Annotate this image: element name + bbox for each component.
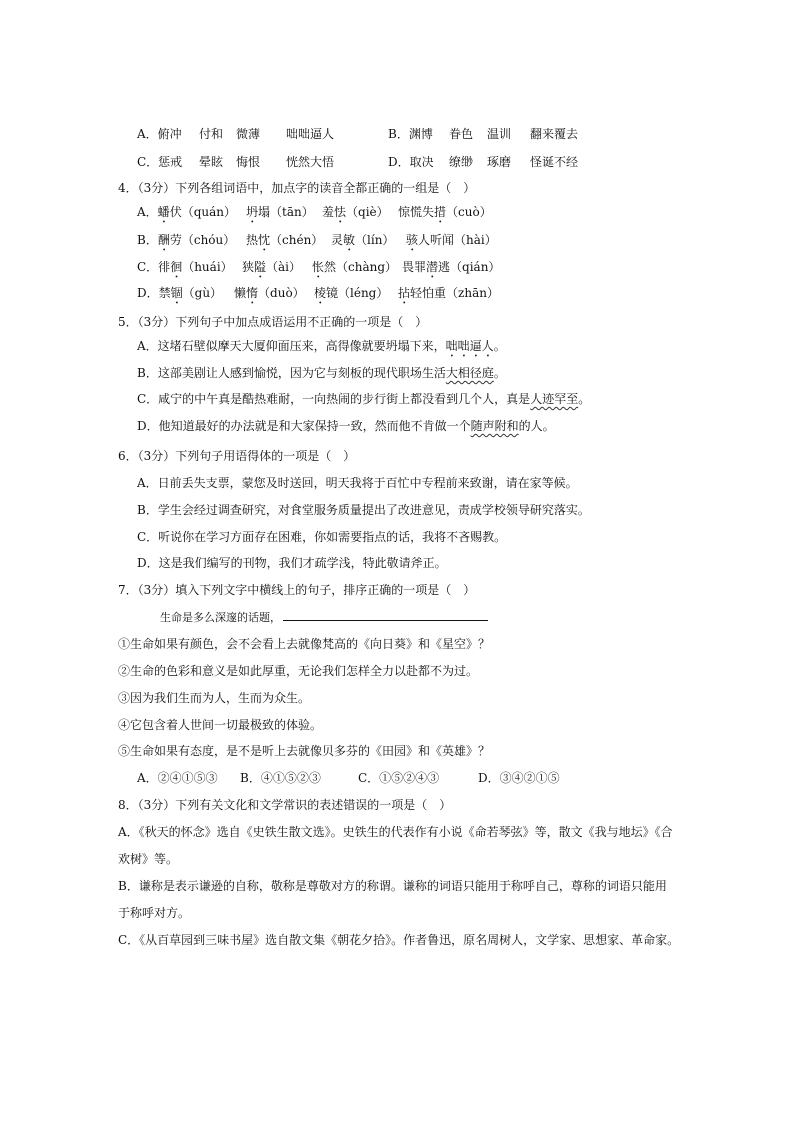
q7-sentence-1: ①生命如果有颜色，会不会看上去就像梵高的《向日葵》和《星空》？: [118, 637, 491, 651]
q3-a-word3: 微薄: [236, 127, 261, 141]
q3-c-word2: 晕眩: [199, 155, 224, 169]
q3-a-word4: 咄咄逼人: [286, 127, 335, 141]
q4-d-item3: 棱镜（léng）: [314, 286, 389, 300]
q4-b-item3: 灵敏（lín）: [331, 233, 395, 247]
q7-option-a: A．②④①⑤③: [137, 771, 218, 785]
q3-d-word2: 缭缈: [449, 155, 474, 169]
q4-c-item2: 狭隘（ài）: [242, 260, 302, 274]
q4-a-item3: 羞怯（qiè）: [322, 205, 389, 219]
q6-option-d: D．这是我们编写的刊物，我们才疏学浅，特此敬请斧正。: [137, 556, 447, 570]
q4-c-item4: 畏罪潜逃（qián）: [402, 260, 501, 274]
q5-option-d: D．他知道最好的办法就是和大家保持一致，然而他不肯做一个随声附和的人。: [137, 419, 555, 433]
q3-b-word3: 温训: [487, 127, 512, 141]
q4-b-item2: 热忱（chén）: [246, 233, 324, 247]
q8-option-b-line1: B．谦称是表示谦逊的自称，敬称是尊敬对方的称谓。谦称的词语只能用于称呼自己，尊称的词语只能用: [118, 879, 667, 893]
q4-d-item1: D．禁锢（gù）: [137, 286, 223, 300]
q6-stem: 6．（3分）下列句子用语得体的一项是（ ）: [118, 449, 356, 463]
q4-a-item1: A．蟠伏（quán）: [137, 205, 236, 219]
q3-b-word2: 眷色: [449, 127, 474, 141]
q4-b-item4: 骇人听闻（hài）: [406, 233, 497, 247]
q3-d-word3: 琢磨: [487, 155, 512, 169]
q3-d-word1: D．取决: [388, 155, 434, 169]
q4-a-item4: 惊慌失措（cuò）: [398, 205, 492, 219]
q6-option-c: C．听说你在学习方面存在困难，你如需要指点的话，我将不吝赐教。: [137, 530, 507, 544]
q4-stem: 4．（3分）下列各组词语中，加点字的读音全都正确的一组是（ ）: [118, 181, 476, 195]
q7-lead-sentence: 生命是多么深邃的话题，: [160, 608, 488, 627]
q7-sentence-4: ④它包含着人世间一切最极致的体验。: [118, 718, 323, 732]
q8-option-c-line1: C．《从百草园到三味书屋》选自散文集《朝花夕拾》。作者鲁迅，原名周树人，文学家、思想家、革命家。: [118, 933, 680, 947]
q7-stem: 7．（3分）填入下列文字中横线上的句子，排序正确的一项是（ ）: [118, 583, 476, 597]
q3-b-word4: 翻来覆去: [530, 127, 579, 141]
q3-c-word4: 恍然大悟: [286, 155, 335, 169]
q7-option-c: C．①⑤②④③: [358, 771, 440, 785]
q4-d-item2: 懒惰（duò）: [234, 286, 305, 300]
q3-c-word3: 悔恨: [236, 155, 261, 169]
q3-a-word2: 付和: [199, 127, 224, 141]
q8-option-a-line2: 欢树》等。: [118, 852, 179, 866]
q5-option-b: B．这部美剧让人感到愉悦，因为它与刻板的现代职场生活大相径庭。: [137, 366, 506, 380]
q5-option-a: A．这堵石壁似摩天大厦仰面压来，高得像就要坍塌下来，咄咄逼人。: [137, 339, 506, 353]
q6-option-a: A．日前丢失支票，蒙您及时送回，明天我将于百忙中专程前来致谢，请在家等候。: [137, 476, 578, 490]
q8-stem: 8．（3分）下列有关文化和文学常识的表述错误的一项是（ ）: [118, 798, 452, 812]
q4-d-item4: 拈轻怕重（zhān）: [398, 286, 499, 300]
q3-c-word1: C．惩戒: [137, 155, 183, 169]
q5-stem: 5．（3分）下列句子中加点成语运用不正确的一项是（ ）: [118, 315, 428, 329]
q5-option-c: C．咸宁的中午真是酷热难耐，一向热闹的步行街上都没看到几个人，真是人迹罕至。: [137, 392, 591, 406]
q3-d-word4: 怪诞不经: [530, 155, 579, 169]
q4-a-item2: 坍塌（tān）: [246, 205, 314, 219]
q3-a-word1: A．俯冲: [137, 127, 182, 141]
q6-option-b: B．学生会经过调查研究，对食堂服务质量提出了改进意见，责成学校领导研究落实。: [137, 503, 590, 517]
q8-option-a-line1: A．《秋天的怀念》选自《史铁生散文选》。史铁生的代表作有小说《命若琴弦》等，散文《我与地坛》《合: [118, 825, 673, 839]
q4-c-item3: 怅然（chàng）: [312, 260, 398, 274]
q8-option-b-line2: 于称呼对方。: [118, 906, 191, 920]
q3-b-word1: B．渊博: [388, 127, 433, 141]
q4-c-item1: C．徘徊（huái）: [137, 260, 233, 274]
q7-option-b: B．④①⑤②③: [240, 771, 321, 785]
q7-option-d: D．③④②①⑤: [478, 771, 560, 785]
fill-blank-line: [283, 608, 488, 621]
q7-sentence-3: ③因为我们生而为人，生而为众生。: [118, 691, 311, 705]
q4-b-item1: B．酬劳（chóu）: [137, 233, 236, 247]
q7-sentence-5: ⑤生命如果有态度，是不是听上去就像贝多芬的《田园》和《英雄》？: [118, 744, 491, 758]
q7-sentence-2: ②生命的色彩和意义是如此厚重，无论我们怎样全力以赴都不为过。: [118, 664, 479, 678]
